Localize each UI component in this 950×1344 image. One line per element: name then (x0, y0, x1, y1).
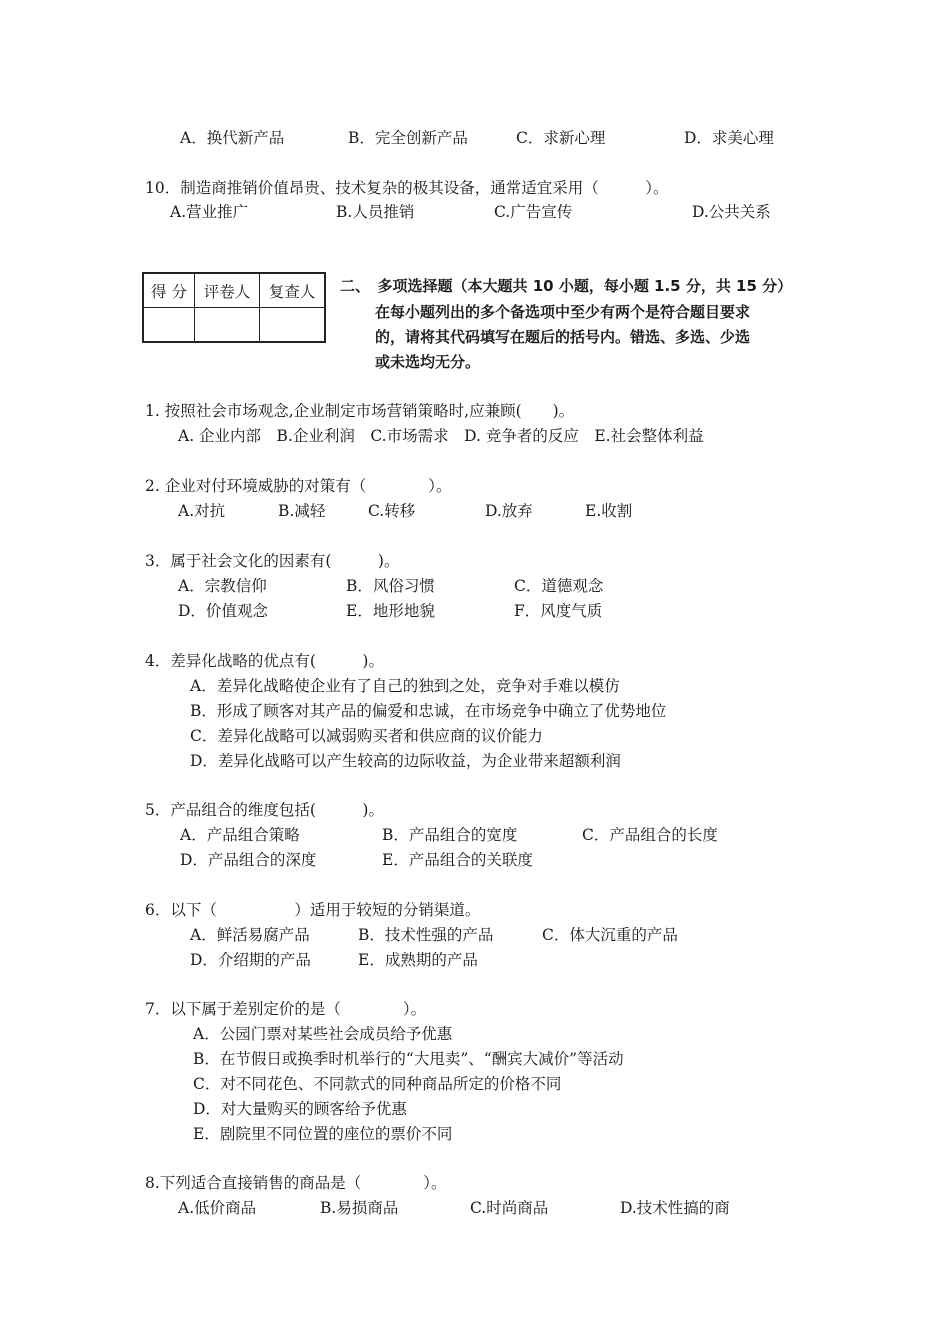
q8-option-d: D.技术性搞的商 (620, 1199, 730, 1217)
q10-option-c: C.广告宣传 (494, 203, 573, 221)
q5-option-d: D．产品组合的深度 (180, 851, 317, 869)
q7-option-c: C．对不同花色、不同款式的同种商品所定的价格不同 (193, 1075, 562, 1093)
q3-option-b: B．风俗习惯 (346, 577, 435, 595)
q10-option-d: D.公共关系 (692, 203, 771, 221)
score-cell (143, 308, 195, 343)
q5-stem: 5．产品组合的维度包括( )。 (145, 801, 384, 819)
q9-option-c: C．求新心理 (516, 129, 606, 147)
q1-stem: 1. 按照社会市场观念,企业制定市场营销策略时,应兼顾( )。 (145, 402, 575, 420)
q3-option-d: D．价值观念 (178, 602, 268, 620)
q5-option-c: C．产品组合的长度 (582, 826, 718, 844)
q3-stem: 3．属于社会文化的因素有( )。 (145, 552, 400, 570)
grader-header: 评卷人 (195, 273, 260, 308)
score-table (142, 272, 326, 343)
q8-option-b: B.易损商品 (320, 1199, 399, 1217)
q8-option-a: A.低价商品 (178, 1199, 257, 1217)
q6-option-e: E．成熟期的产品 (358, 951, 478, 969)
q7-option-d: D．对大量购买的顾客给予优惠 (193, 1100, 407, 1118)
q6-option-b: B．技术性强的产品 (358, 926, 494, 944)
q3-option-c: C．道德观念 (514, 577, 604, 595)
q6-option-a: A．鲜活易腐产品 (190, 926, 310, 944)
q4-stem: 4．差异化战略的优点有( )。 (145, 652, 384, 670)
q2-option-e: E.收割 (585, 502, 633, 520)
q10-option-a: A.营业推广 (170, 203, 249, 221)
q9-option-a: A．换代新产品 (180, 129, 285, 147)
q5-option-b: B．产品组合的宽度 (382, 826, 518, 844)
q7-stem: 7．以下属于差别定价的是（ ）。 (145, 1000, 427, 1018)
q8-stem: 8.下列适合直接销售的商品是（ ）。 (145, 1174, 447, 1192)
q9-option-d: D．求美心理 (684, 129, 774, 147)
reviewer-cell (260, 308, 326, 343)
section2-desc-line1: 在每小题列出的多个备选项中至少有两个是符合题目要求 (375, 303, 751, 321)
q3-option-a: A．宗教信仰 (178, 577, 267, 595)
q5-option-e: E．产品组合的关联度 (382, 851, 533, 869)
score-header: 得 分 (143, 273, 195, 308)
q7-option-a: A．公园门票对某些社会成员给予优惠 (193, 1025, 453, 1043)
q9-option-b: B．完全创新产品 (348, 129, 468, 147)
q2-option-a: A.对抗 (178, 502, 226, 520)
q7-option-b: B．在节假日或换季时机举行的“大甩卖”、“酬宾大减价”等活动 (193, 1050, 624, 1068)
q6-stem: 6．以下（ ）适用于较短的分销渠道。 (145, 901, 481, 919)
q2-option-d: D.放弃 (485, 502, 533, 520)
q6-option-c: C．体大沉重的产品 (542, 926, 678, 944)
q10-option-b: B.人员推销 (336, 203, 415, 221)
q3-option-e: E．地形地貌 (346, 602, 435, 620)
q3-option-f: F．风度气质 (514, 602, 603, 620)
q4-option-c: C．差异化战略可以减弱购买者和供应商的议价能力 (190, 727, 543, 745)
q10-stem: 10．制造商推销价值昂贵、技术复杂的极其设备，通常适宜采用（ ）。 (145, 179, 669, 197)
grader-cell (195, 308, 260, 343)
q2-stem: 2. 企业对付环境威胁的对策有（ ）。 (145, 477, 452, 495)
q4-option-b: B．形成了顾客对其产品的偏爱和忠诚，在市场竞争中确立了优势地位 (190, 702, 667, 720)
q2-option-b: B.减轻 (278, 502, 326, 520)
q1-options: A. 企业内部 B.企业利润 C.市场需求 D. 竞争者的反应 E.社会整体利益 (178, 427, 704, 445)
q4-option-a: A．差异化战略使企业有了自己的独到之处，竞争对手难以模仿 (190, 677, 620, 695)
q8-option-c: C.时尚商品 (470, 1199, 549, 1217)
section2-title: 二、 多项选择题（本大题共 10 小题，每小题 1.5 分，共 15 分） (340, 277, 793, 295)
q7-option-e: E．剧院里不同位置的座位的票价不同 (193, 1125, 453, 1143)
reviewer-header: 复查人 (260, 273, 326, 308)
q6-option-d: D．介绍期的产品 (190, 951, 311, 969)
q5-option-a: A．产品组合策略 (180, 826, 300, 844)
q2-option-c: C.转移 (368, 502, 416, 520)
section2-desc-line3: 或未选均无分。 (375, 353, 481, 371)
q4-option-d: D．差异化战略可以产生较高的边际收益，为企业带来超额利润 (190, 752, 621, 770)
section2-desc-line2: 的，请将其代码填写在题后的括号内。错选、多选、少选 (375, 328, 751, 346)
